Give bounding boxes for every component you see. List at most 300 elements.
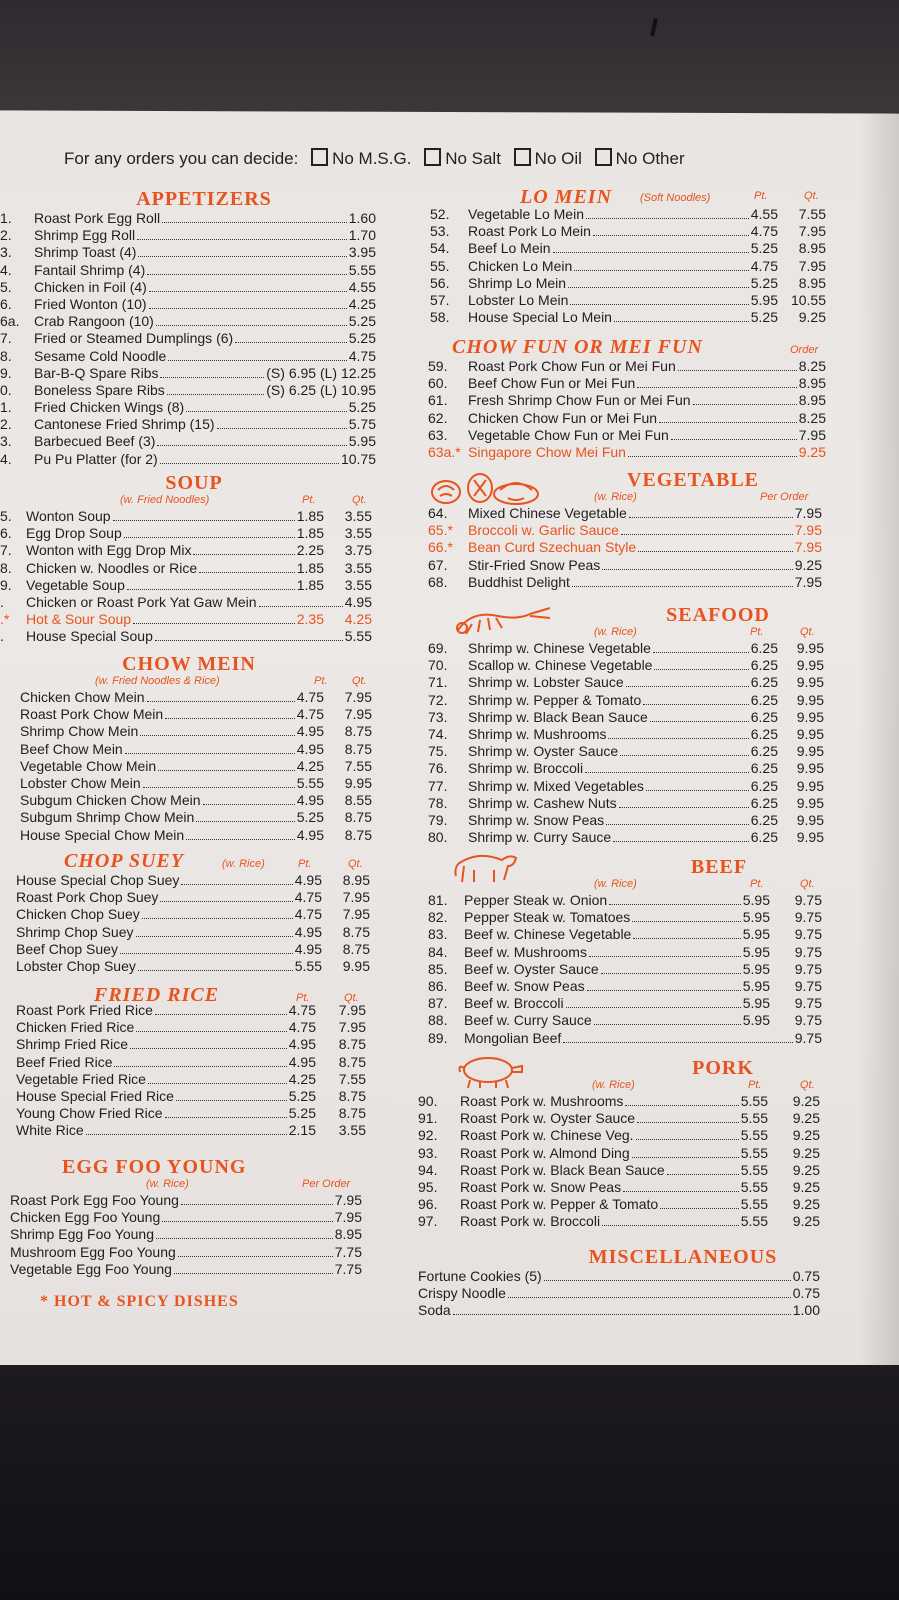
section-vegetable [428,469,828,591]
menu-item [0,611,378,628]
item-name: Beef Lo Mein [468,240,551,257]
dot-leader [160,901,293,902]
item-price-quart: 9.25 [792,1144,820,1161]
item-price-quart: 3.55 [344,525,372,542]
item-name: Mushroom Egg Foo Young [10,1243,176,1260]
item-name: Roast Pork w. Almond Ding [460,1144,630,1161]
dot-leader [654,669,749,670]
dot-leader [149,308,347,309]
item-price-pint: 4.25 [296,757,324,774]
quart-label: Qt. [800,878,815,890]
menu-item [428,522,828,539]
item-price: 5.25 [348,330,376,347]
pint-label: Pt. [296,992,310,1004]
menu-item [428,726,828,743]
dot-leader [593,235,749,236]
section-chow-fun [428,336,828,461]
dot-leader [660,1208,739,1209]
item-number: 55. [430,257,450,274]
menu-item [428,812,828,829]
item-number: 61. [428,392,448,409]
item-price-quart: 9.75 [794,926,822,943]
menu-item [428,505,828,522]
item-price-pint: 6.25 [750,708,778,725]
item-name: Vegetable Chow Mein [20,757,157,774]
item-price-quart: 9.95 [796,691,824,708]
item-price-pint: 5.95 [742,960,770,977]
pint-label: Pt. [754,190,768,202]
item-name: Chicken Chow Mein [20,689,145,705]
menu-item [428,309,828,326]
item-price-quart: 9.75 [794,909,822,926]
quart-label: Qt. [352,675,367,687]
item-price-quart: 7.95 [338,1019,366,1036]
item-price-quart: 9.75 [794,977,822,994]
dot-leader [602,569,793,570]
quart-label: Qt. [804,190,819,202]
dot-leader [602,1225,739,1226]
menu-item [428,574,828,591]
item-name: House Special Chow Mein [20,826,185,843]
item-name: Pepper Steak w. Tomatoes [464,909,631,926]
dot-leader [165,1117,287,1118]
dot-leader [86,1134,287,1135]
section-soup [0,472,378,646]
dot-leader [667,1174,739,1175]
item-price-quart: 9.95 [796,640,824,656]
menu-item [0,1071,378,1088]
item-number: 90. [418,1093,438,1109]
menu-item [428,292,828,309]
section-subtitle: (Soft Noodles) [640,192,711,204]
item-price-pint: 5.55 [294,957,322,974]
item-number: 9. [0,364,12,381]
pint-label: Pt. [748,1079,762,1091]
item-price-quart: 3.55 [344,576,372,593]
dot-leader [142,918,293,919]
item-name: Barbecued Beef (3) [34,433,156,450]
item-price-quart: 9.75 [794,943,822,960]
menu-item [428,410,828,427]
dot-leader [508,1297,791,1298]
dot-leader [136,936,293,937]
item-name: Chicken Chop Suey [16,906,140,923]
item-name: Beef w. Broccoli [464,995,564,1012]
item-price-pint: 4.75 [296,706,324,723]
item-number: 66.* [428,539,453,556]
item-price-pint: 6.25 [750,657,778,674]
dot-leader [585,772,749,773]
item-price-pint: 4.95 [296,792,324,809]
item-number: 88. [428,1012,448,1029]
item-name: House Special Chop Suey [16,872,180,888]
dot-leader [614,321,749,322]
item-number: 1. [0,210,12,226]
item-price-quart: 9.25 [792,1213,820,1230]
item-price-pint: 6.25 [750,691,778,708]
item-price-pint: 5.55 [740,1178,768,1195]
item-name: Roast Pork w. Chinese Veg. [460,1127,634,1144]
menu-item [0,365,378,382]
item-name: Beef Fried Rice [16,1053,113,1070]
item-price: 8.95 [798,392,826,409]
dot-leader [566,1007,741,1008]
item-name: Beef w. Curry Sauce [464,1012,592,1029]
item-name: Vegetable Lo Mein [468,206,584,222]
section-title: CHOP SUEY [64,850,184,872]
checkbox-icon [514,148,531,166]
dot-leader [633,938,741,939]
dot-leader [162,222,347,223]
menu-item [428,909,828,926]
menu-item [418,1178,828,1196]
item-price-pint: 4.95 [294,923,322,940]
section-subtitle: (w. Rice) [594,491,637,503]
item-number: 58. [430,309,450,326]
item-number: 60. [428,375,448,392]
menu-item [428,709,828,726]
section-subtitle: (w. Rice) [594,626,637,638]
item-price-quart: 9.25 [792,1178,820,1195]
item-number: 3. [0,244,12,261]
item-number: 69. [428,640,448,656]
item-price: 7.95 [794,505,822,521]
menu-item [428,692,828,709]
dot-leader [625,1105,739,1106]
item-number: 7. [0,542,12,559]
item-name: Beef Chow Mein [20,740,123,757]
item-price-quart: 7.95 [342,889,370,906]
item-price-quart: 8.75 [344,723,372,740]
item-price-quart: 7.95 [798,223,826,240]
item-name: Chicken w. Noodles or Rice [26,559,198,576]
item-price-pint: 5.25 [750,309,778,326]
menu-item [428,674,828,691]
dot-leader [609,904,741,905]
dot-leader [693,404,797,405]
dot-leader [586,218,749,219]
item-price-pint: 4.75 [750,257,778,274]
menu-item [428,444,828,461]
item-number: 75. [428,743,448,760]
order-label: Order [790,344,819,356]
page-shadow [859,112,899,1370]
menu-item [0,792,378,809]
item-number: 2. [0,227,12,244]
dot-leader [124,537,295,538]
item-price-pint: 4.75 [288,1002,316,1018]
item-price: 1.60 [348,210,376,226]
item-number: . [0,593,4,610]
item-name: Lobster Chop Suey [16,957,136,974]
item-name: Subgum Shrimp Chow Mein [20,809,195,826]
item-price-pint: 5.55 [740,1196,768,1213]
item-price-pint: 5.95 [742,1012,770,1029]
item-name: Chicken in Foil (4) [34,278,147,295]
dot-leader [160,463,339,464]
menu-item [428,557,828,574]
item-price: 1.00 [792,1302,820,1319]
checkbox-icon [311,148,328,166]
menu-item [0,924,378,941]
item-name: Roast Pork w. Mushrooms [460,1093,624,1109]
menu-item [428,944,828,961]
item-price-quart: 3.55 [344,508,372,524]
dot-leader [626,686,749,687]
item-name: Vegetable Soup [26,576,125,593]
item-name: Shrimp w. Mixed Vegetables [468,777,644,794]
item-price-quart: 9.25 [792,1127,820,1144]
item-price-quart: 9.95 [796,708,824,725]
item-price: 9.25 [794,556,822,573]
section-subtitle: (w. Rice) [146,1178,189,1190]
menu-item [418,1127,828,1144]
background-top [0,0,899,118]
item-price-pint: 4.75 [294,906,322,923]
item-name: House Special Soup [26,628,153,645]
item-name: Crab Rangoon (10) [34,313,154,330]
item-name: Lobster Chow Mein [20,774,141,791]
menu-item [0,508,378,525]
item-name: Beef w. Snow Peas [464,977,585,994]
item-number: 85. [428,960,448,977]
menu-item [428,778,828,795]
option-no-msg: No M.S.G. [311,149,411,168]
dot-leader [168,360,347,361]
item-price-quart: 9.25 [792,1161,820,1178]
menu-item [0,296,378,313]
menu-item [0,723,378,740]
item-price: 5.75 [348,416,376,433]
dot-leader [568,287,749,288]
dot-leader [203,804,295,805]
menu-item [0,399,378,416]
item-price: 4.25 [348,295,376,312]
item-price: 0.75 [792,1268,820,1284]
item-number: 6a. [0,313,20,330]
section-lo-mein [428,186,828,326]
item-price-pint: 6.25 [750,725,778,742]
dot-leader [601,973,741,974]
item-number: 95. [418,1178,438,1195]
section-subtitle: (w. Fried Noodles) [120,494,210,506]
menu-item [0,1036,378,1053]
item-price-quart: 7.95 [342,906,370,923]
item-number: 76. [428,760,448,777]
menu-item [0,758,378,775]
item-name: Shrimp w. Broccoli [468,760,584,777]
item-price-quart: 5.55 [344,628,372,645]
section-title: VEGETABLE [627,469,759,491]
menu-item [0,262,378,279]
item-price-quart: 7.55 [338,1070,366,1087]
section-title: SOUP [165,472,223,494]
item-price-pint: 1.85 [296,576,324,593]
menu-item [428,978,828,995]
item-number: 86. [428,977,448,994]
menu-item [0,1019,378,1036]
section-header [0,1178,378,1192]
item-price-pint: 5.95 [750,291,778,308]
quart-label: Qt. [800,1079,815,1091]
item-number: 67. [428,556,448,573]
item-price-pint: 6.25 [750,794,778,811]
item-price-quart: 9.95 [796,811,824,828]
option-no-oil: No Oil [514,149,582,168]
item-price-quart: 9.75 [794,995,822,1012]
item-number: 56. [430,274,450,291]
dot-leader [574,270,749,271]
item-name: Beef w. Oyster Sauce [464,960,599,977]
item-name: Shrimp Lo Mein [468,274,567,291]
item-name: Vegetable Egg Foo Young [10,1260,172,1277]
menu-item [418,1196,828,1213]
section-title: CHOW MEIN [122,653,256,675]
dot-leader [174,1273,333,1274]
item-number: 91. [418,1110,438,1127]
item-number: 77. [428,777,448,794]
menu-item [428,995,828,1012]
item-price: 10.75 [340,450,376,467]
item-price: 8.95 [334,1226,362,1243]
menu-item [428,427,828,444]
item-number: 0. [0,381,12,398]
menu-item [0,1105,378,1122]
item-price: 4.75 [348,347,376,364]
dot-leader [167,394,264,395]
spicy-note: * HOT & SPICY DISHES [40,1293,239,1310]
item-price-quart: 9.95 [344,774,372,791]
item-number: 2. [0,416,12,433]
dot-leader [638,551,793,552]
dot-leader [563,1042,793,1043]
item-number: 4. [0,450,12,467]
checkbox-icon [424,148,441,166]
item-price: 3.95 [348,244,376,261]
item-number: 81. [428,892,448,908]
section-title: MISCELLANEOUS [588,1246,778,1268]
item-price-pint: 5.95 [742,943,770,960]
dot-leader [613,841,749,842]
dot-leader [178,1256,333,1257]
dot-leader [157,445,347,446]
dot-leader [587,990,741,991]
dot-leader [181,884,293,885]
menu-item [0,741,378,758]
item-number: 52. [430,206,450,222]
menu-item [0,330,378,347]
menu-item [0,348,378,365]
menu-item [428,240,828,257]
dot-leader [632,921,741,922]
dot-leader [196,821,295,822]
dot-leader [653,652,749,653]
dot-leader [608,738,749,739]
item-name: Shrimp w. Black Bean Sauce [468,708,648,725]
item-name: Pu Pu Platter (for 2) [34,450,158,467]
per-order-label: Per Order [302,1178,351,1190]
section-title: PORK [692,1057,754,1079]
item-price: 7.95 [334,1209,362,1226]
section-header [428,878,828,892]
item-price-pint: 4.75 [288,1019,316,1036]
dot-leader [133,623,295,624]
menu-item [0,313,378,330]
dot-leader [235,342,347,343]
item-price-pint: 6.25 [750,674,778,691]
item-price-quart: 7.55 [798,206,826,222]
item-number: 65.* [428,522,453,539]
item-price-pint: 4.95 [288,1036,316,1053]
item-price-pint: 4.95 [296,723,324,740]
item-price-pint: 4.95 [294,940,322,957]
item-price-pint: 1.85 [296,559,324,576]
item-name: Shrimp w. Cashew Nuts [468,794,617,811]
item-name: Shrimp w. Chinese Vegetable [468,640,651,656]
item-price: 8.25 [798,409,826,426]
menu-item [428,223,828,240]
dot-leader [136,1031,287,1032]
item-name: Shrimp Toast (4) [34,244,137,261]
item-price-quart: 8.75 [338,1105,366,1122]
item-number: 68. [428,573,448,590]
item-name: Hot & Sour Soup [26,611,132,628]
item-number: 97. [418,1213,438,1230]
dot-leader [137,239,347,240]
section-title: SEAFOOD [666,604,770,626]
menu-item [0,906,378,923]
item-name: Fried or Steamed Dumplings (6) [34,330,234,347]
section-subtitle: (w. Rice) [222,858,265,870]
item-number: . [0,628,4,645]
item-price-pint: 6.25 [750,811,778,828]
item-name: Roast Pork Chop Suey [16,889,159,906]
item-name: Wonton with Egg Drop Mix [26,542,192,559]
item-number: 82. [428,909,448,926]
item-price-quart: 8.55 [344,792,372,809]
item-number: 63a.* [428,443,461,460]
section-header [428,491,828,505]
dot-leader [125,753,295,754]
item-price: 5.95 [348,433,376,450]
item-name: Shrimp Fried Rice [16,1036,129,1053]
item-price-quart: 8.75 [342,923,370,940]
item-price: 7.95 [798,426,826,443]
item-price-pint: 5.55 [740,1110,768,1127]
item-name: Roast Pork w. Oyster Sauce [460,1110,636,1127]
item-name: Roast Pork w. Pepper & Tomato [460,1196,659,1213]
item-price: 7.95 [794,539,822,556]
item-price-pint: 6.25 [750,829,778,846]
item-price-quart: 9.95 [796,794,824,811]
item-name: Roast Pork Chow Mein [20,706,164,723]
item-number: 70. [428,657,448,674]
dot-leader [162,1221,333,1222]
item-name: Beef w. Mushrooms [464,943,587,960]
menu-item [428,961,828,978]
item-number: 63. [428,426,448,443]
menu-item [0,1192,378,1209]
menu-item [418,1161,828,1179]
dot-leader [155,1014,287,1015]
item-name: Fresh Shrimp Chow Fun or Mei Fun [468,392,691,409]
item-number: 89. [428,1029,448,1046]
dot-leader [186,411,347,412]
item-name: Beef Chop Suey [16,940,118,957]
item-number: 94. [418,1161,438,1178]
dot-leader [619,807,749,808]
item-number: 53. [430,223,450,240]
